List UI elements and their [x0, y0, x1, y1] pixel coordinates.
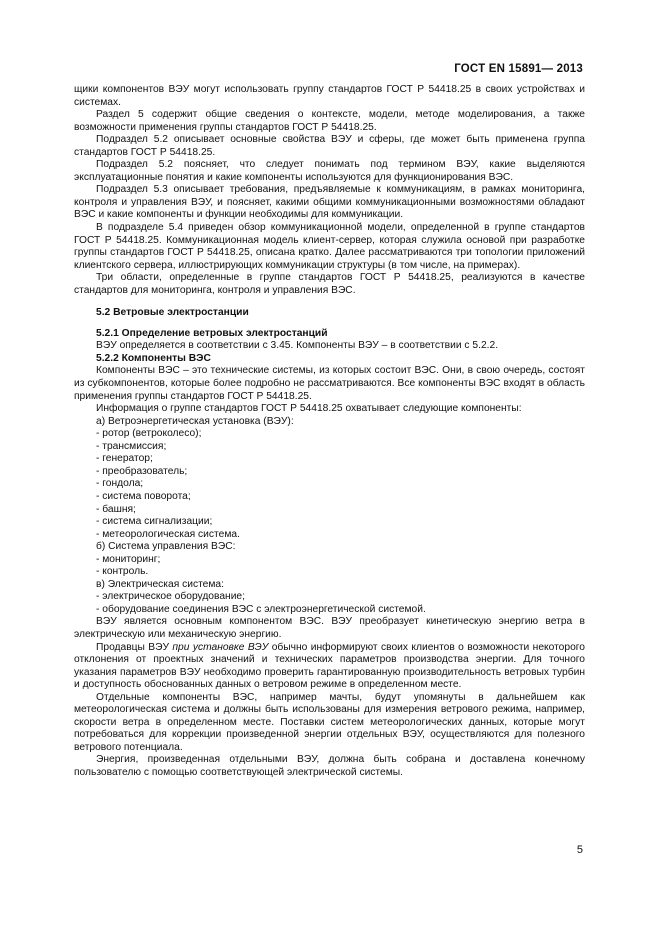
- text-run: обычно информируют своих клиентов о возможности некоторого отклонения от проектных значений и технических параметров производства энергии. Для точного указания параметров ВЭУ необходимо проверить гарантированную производительность ветровых турбин и доступность обоснованных данных о ветровом режиме в определенном месте.: [74, 641, 585, 691]
- section-heading: 5.2 Ветровые электростанции: [96, 307, 249, 319]
- italic-text-run: при установке ВЭУ: [172, 641, 269, 653]
- subsection-heading: 5.2.1 Определение ветровых электростанций: [96, 327, 328, 339]
- paragraph: Подраздел 5.3 описывает требования, предъявляемые к коммуникациям, в рамках мониторинга, контроля и управления ВЭУ, и поясняет, какими общими коммуникационными возможностями обладают ВЭС и какие компоненты и функции необходимы для коммуникации.: [74, 184, 585, 221]
- paragraph: Энергия, произведенная отдельными ВЭУ, должна быть собрана и доставлена конечному пользователю с помощью соответствующей электрической системы.: [74, 754, 585, 778]
- list-item: - система сигнализации;: [96, 516, 213, 528]
- components-list: [74, 416, 585, 617]
- paragraph: Информация о группе стандартов ГОСТ Р 54418.25 охватывает следующие компоненты:: [96, 403, 522, 415]
- list-item: - генератор;: [96, 453, 153, 465]
- list-item: в) Электрическая система:: [96, 578, 224, 590]
- text-run: Продавцы ВЭУ: [96, 641, 173, 653]
- paragraph: щики компонентов ВЭУ могут использовать группу стандартов ГОСТ Р 54418.25 в своих устройствах и системах.: [74, 84, 585, 108]
- page-number: 5: [576, 844, 583, 856]
- paragraph: Три области, определенные в группе стандартов ГОСТ Р 54418.25, реализуются в качестве стандартов для мониторинга, контроля и управления ВЭС.: [74, 272, 585, 296]
- document-code-header: ГОСТ EN 15891— 2013: [454, 63, 583, 75]
- list-item: - преобразователь;: [96, 465, 188, 477]
- list-item: - метеорологическая система.: [96, 528, 240, 540]
- subsection-heading: 5.2.2 Компоненты ВЭС: [96, 352, 211, 364]
- paragraph: Подраздел 5.2 поясняет, что следует понимать под термином ВЭУ, какие выделяются эксплуатационные понятия и какие компоненты используются для функционирования ВЭС.: [74, 159, 585, 183]
- paragraph: Раздел 5 содержит общие сведения о контексте, модели, методе моделирования, а также возможности применения группы стандартов ГОСТ Р 54418.25.: [74, 109, 585, 133]
- list-item: - система поворота;: [96, 490, 191, 502]
- paragraph: ВЭУ определяется в соответствии с 3.45. Компоненты ВЭУ – в соответствии с 5.2.2.: [96, 340, 499, 352]
- list-item: - башня;: [96, 503, 136, 515]
- paragraph: [74, 642, 585, 692]
- paragraph: Компоненты ВЭС – это технические системы, из которых состоит ВЭС. Они, в свою очередь, состоят из субкомпонентов, которые более подробно не рассматриваются. Все компоненты ВЭС входят в область применения группы стандартов ГОСТ Р 54418.25.: [74, 365, 585, 402]
- list-item: - мониторинг;: [96, 553, 161, 565]
- list-item: б) Система управления ВЭС:: [96, 541, 236, 553]
- paragraph: Подраздел 5.2 описывает основные свойства ВЭУ и сферы, где может быть применена группа стандартов ГОСТ Р 54418.25.: [74, 134, 585, 158]
- list-item: а) Ветроэнергетическая установка (ВЭУ):: [96, 415, 294, 427]
- list-item: - гондола;: [96, 478, 144, 490]
- paragraph: ВЭУ является основным компонентом ВЭС. ВЭУ преобразует кинетическую энергию ветра в электрическую или механическую энергию.: [74, 616, 585, 640]
- paragraph: В подразделе 5.4 приведен обзор коммуникационной модели, определенной в группе стандартов ГОСТ Р 54418.25. Коммуникационная модель клиент-сервер, которая служила основой при разработке группы стандартов ГОСТ Р 54418.25, описана кратко. Далее рассматриваются три топологии приложений клиентского сервера, иллюстрирующих коммуникации структуры (в том числе, на примерах).: [74, 222, 585, 271]
- document-body: [74, 84, 585, 780]
- list-item: - трансмиссия;: [96, 440, 167, 452]
- paragraph: Отдельные компоненты ВЭС, например мачты, будут упомянуты в дальнейшем как метеорологическая система и должны быть использованы для измерения ветрового режима, например, скорости ветра в определенном месте. Поставки систем метеорологических данных, которые могут потребоваться для коррекции произведенной энергии отдельных ВЭУ, осуществляются для полезного ветрового потенциала.: [74, 691, 585, 753]
- list-item: - ротор (ветроколесо);: [96, 428, 202, 440]
- list-item: - оборудование соединения ВЭС с электроэнергетической системой.: [96, 603, 426, 615]
- list-item: - электрическое оборудование;: [96, 591, 245, 603]
- list-item: - контроль.: [96, 566, 149, 578]
